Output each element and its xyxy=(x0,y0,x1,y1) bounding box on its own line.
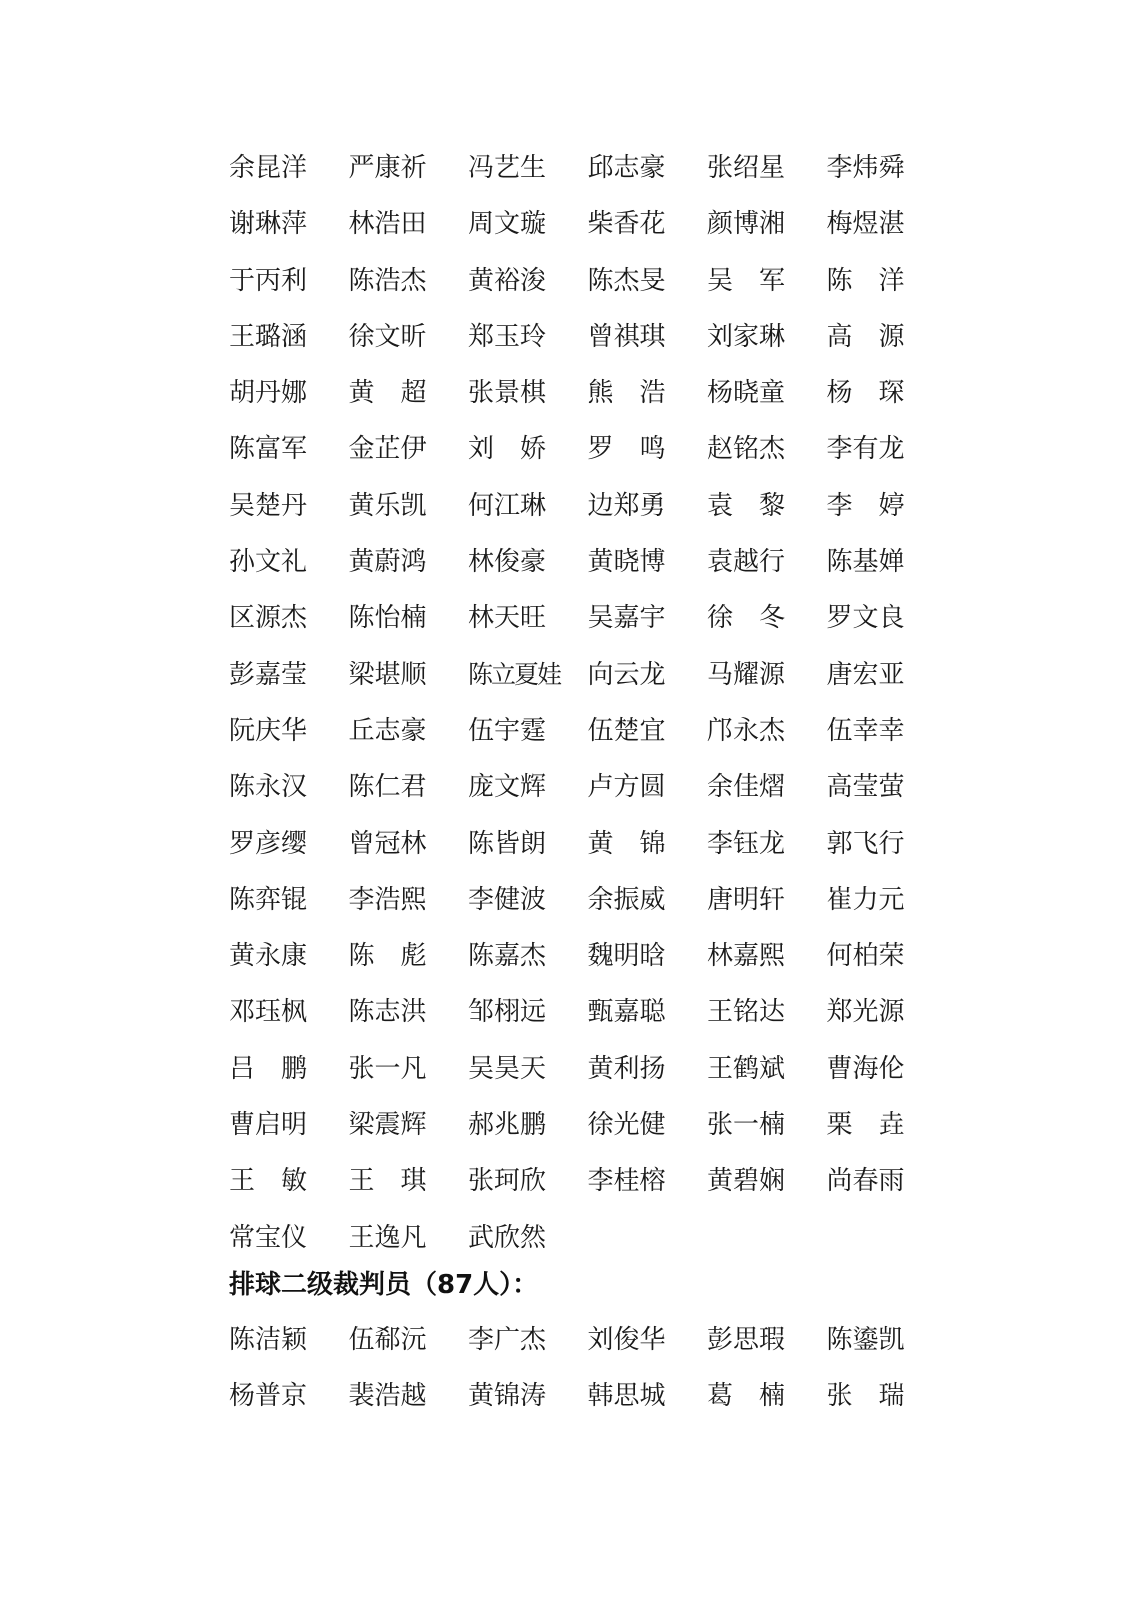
person-name: 刘 娇 xyxy=(468,434,547,465)
name-cell xyxy=(588,703,708,759)
person-name: 吴嘉宇 xyxy=(587,603,666,634)
name-row xyxy=(229,140,929,196)
name-cell xyxy=(588,928,708,984)
name-cell xyxy=(349,984,469,1040)
name-cell xyxy=(707,478,827,534)
person-name: 陈仁君 xyxy=(348,772,427,803)
name-cell xyxy=(229,421,349,477)
name-cell xyxy=(349,928,469,984)
person-name: 尚春雨 xyxy=(826,1166,905,1197)
name-list-continued xyxy=(229,140,929,1266)
name-cell xyxy=(827,421,947,477)
person-name: 陈永汉 xyxy=(229,772,308,803)
name-cell xyxy=(468,590,588,646)
name-cell xyxy=(707,253,827,309)
person-name: 陈怡楠 xyxy=(348,603,427,634)
person-name: 陈立夏娃 xyxy=(468,659,561,689)
person-name: 高莹萤 xyxy=(826,772,905,803)
name-cell xyxy=(588,984,708,1040)
person-name: 葛 楠 xyxy=(707,1381,786,1412)
name-cell xyxy=(468,1097,588,1153)
name-row xyxy=(229,1368,929,1424)
name-cell xyxy=(707,365,827,421)
person-name: 王铭达 xyxy=(707,997,786,1028)
person-name: 吕 鹏 xyxy=(229,1053,308,1084)
person-name: 邝永杰 xyxy=(707,715,786,746)
person-name: 刘家琳 xyxy=(707,321,786,352)
person-name: 曹海伦 xyxy=(826,1053,905,1084)
name-cell xyxy=(588,759,708,815)
name-row xyxy=(229,421,929,477)
name-cell xyxy=(827,196,947,252)
name-cell xyxy=(707,196,827,252)
name-cell xyxy=(468,984,588,1040)
person-name: 李浩熙 xyxy=(348,884,427,915)
person-name: 栗 垚 xyxy=(826,1110,905,1141)
person-name: 余佳熠 xyxy=(707,772,786,803)
person-name: 丘志豪 xyxy=(348,715,427,746)
person-name: 黄碧娴 xyxy=(707,1166,786,1197)
name-cell xyxy=(588,253,708,309)
name-cell xyxy=(827,253,947,309)
name-row xyxy=(229,1210,929,1266)
person-name: 袁 黎 xyxy=(707,490,786,521)
name-cell xyxy=(468,703,588,759)
person-name: 黄利扬 xyxy=(587,1053,666,1084)
name-row xyxy=(229,478,929,534)
person-name: 黄蔚鸿 xyxy=(348,547,427,578)
person-name: 黄 超 xyxy=(348,378,427,409)
name-cell xyxy=(468,1368,588,1424)
name-row xyxy=(229,647,929,703)
name-cell xyxy=(707,1312,827,1368)
person-name: 梅煜湛 xyxy=(826,209,905,240)
name-cell xyxy=(588,1041,708,1097)
name-cell xyxy=(229,759,349,815)
person-name: 张景棋 xyxy=(468,378,547,409)
person-name: 林浩田 xyxy=(348,209,427,240)
name-cell xyxy=(468,1041,588,1097)
person-name: 陈志洪 xyxy=(348,997,427,1028)
name-cell xyxy=(588,140,708,196)
name-cell xyxy=(468,309,588,365)
person-name: 陈弈锟 xyxy=(229,884,308,915)
person-name: 李桂榕 xyxy=(587,1166,666,1197)
name-cell xyxy=(588,1153,708,1209)
name-row xyxy=(229,1097,929,1153)
person-name: 于丙利 xyxy=(229,265,308,296)
person-name: 曾冠林 xyxy=(348,828,427,859)
person-name: 张珂欣 xyxy=(468,1166,547,1197)
name-cell xyxy=(707,647,827,703)
person-name: 梁震辉 xyxy=(348,1110,427,1141)
name-cell xyxy=(827,590,947,646)
name-row xyxy=(229,872,929,928)
person-name: 陈 彪 xyxy=(348,941,427,972)
name-cell xyxy=(827,1153,947,1209)
person-name: 陈洁颖 xyxy=(229,1325,308,1355)
name-cell xyxy=(229,1153,349,1209)
name-cell xyxy=(349,478,469,534)
name-cell xyxy=(349,647,469,703)
name-row xyxy=(229,534,929,590)
name-cell xyxy=(707,1368,827,1424)
name-cell xyxy=(349,872,469,928)
person-name: 袁越行 xyxy=(707,547,786,578)
person-name: 区源杰 xyxy=(229,603,308,634)
name-cell xyxy=(468,534,588,590)
name-cell xyxy=(707,309,827,365)
name-cell xyxy=(468,253,588,309)
name-cell xyxy=(707,984,827,1040)
person-name: 何柏荣 xyxy=(826,941,905,972)
person-name: 曾祺琪 xyxy=(587,321,666,352)
person-name: 王逸凡 xyxy=(348,1222,427,1253)
name-cell xyxy=(468,928,588,984)
person-name: 陈皆朗 xyxy=(468,828,547,859)
name-cell xyxy=(588,534,708,590)
person-name: 伍楚宜 xyxy=(587,715,666,746)
person-name: 李有龙 xyxy=(826,434,905,465)
name-cell xyxy=(827,647,947,703)
name-row xyxy=(229,309,929,365)
person-name: 陈基婵 xyxy=(826,547,905,578)
person-name: 金芷伊 xyxy=(348,434,427,465)
name-cell xyxy=(349,534,469,590)
person-name: 邹栩远 xyxy=(468,997,547,1028)
name-cell xyxy=(588,872,708,928)
name-cell xyxy=(349,1210,469,1266)
person-name: 黄晓博 xyxy=(587,547,666,578)
person-name: 王璐涵 xyxy=(229,321,308,352)
person-name: 伍幸幸 xyxy=(826,715,905,746)
person-name: 刘俊华 xyxy=(587,1325,666,1355)
person-name: 吴 军 xyxy=(707,265,786,296)
name-cell xyxy=(468,872,588,928)
person-name: 张绍星 xyxy=(707,153,786,183)
person-name: 王鹤斌 xyxy=(707,1053,786,1084)
person-name: 高 源 xyxy=(826,321,905,352)
name-cell xyxy=(588,1097,708,1153)
name-cell xyxy=(827,140,947,196)
person-name: 王 琪 xyxy=(348,1166,427,1197)
name-cell xyxy=(468,421,588,477)
name-cell xyxy=(588,1368,708,1424)
person-name: 余振威 xyxy=(587,884,666,915)
name-cell xyxy=(349,1097,469,1153)
name-cell xyxy=(468,759,588,815)
name-cell xyxy=(349,421,469,477)
person-name: 胡丹娜 xyxy=(229,378,308,409)
person-name: 张一凡 xyxy=(348,1053,427,1084)
person-name: 罗文良 xyxy=(826,603,905,634)
name-cell xyxy=(349,140,469,196)
name-cell xyxy=(827,816,947,872)
name-cell xyxy=(588,309,708,365)
person-name: 彭嘉莹 xyxy=(229,659,308,690)
person-name: 郑光源 xyxy=(826,997,905,1028)
name-cell xyxy=(588,590,708,646)
person-name: 熊 浩 xyxy=(587,378,666,409)
name-cell xyxy=(827,309,947,365)
person-name: 张 瑞 xyxy=(826,1381,905,1412)
name-cell xyxy=(229,647,349,703)
name-cell xyxy=(827,365,947,421)
person-name: 吴楚丹 xyxy=(229,490,308,521)
name-cell xyxy=(229,534,349,590)
name-cell xyxy=(827,534,947,590)
person-name: 裴浩越 xyxy=(348,1381,427,1412)
name-cell xyxy=(229,1097,349,1153)
name-cell xyxy=(827,1368,947,1424)
name-cell xyxy=(827,1097,947,1153)
name-cell xyxy=(588,478,708,534)
name-cell xyxy=(349,1312,469,1368)
person-name: 庞文辉 xyxy=(468,772,547,803)
person-name: 李广杰 xyxy=(468,1325,547,1355)
person-name: 郑玉玲 xyxy=(468,321,547,352)
name-row xyxy=(229,253,929,309)
name-cell xyxy=(707,1041,827,1097)
person-name: 唐明轩 xyxy=(707,884,786,915)
person-name: 王 敏 xyxy=(229,1166,308,1197)
name-cell xyxy=(229,590,349,646)
person-name: 马耀源 xyxy=(707,659,786,690)
name-cell xyxy=(349,365,469,421)
name-cell xyxy=(468,478,588,534)
person-name: 李钰龙 xyxy=(707,828,786,859)
person-name: 周文璇 xyxy=(468,209,547,240)
person-name: 何江琳 xyxy=(468,490,547,521)
name-cell xyxy=(229,872,349,928)
person-name: 黄乐凯 xyxy=(348,490,427,521)
name-row xyxy=(229,984,929,1040)
name-cell xyxy=(349,759,469,815)
name-row xyxy=(229,703,929,759)
person-name: 严康祈 xyxy=(348,153,427,183)
name-cell xyxy=(707,534,827,590)
name-cell xyxy=(468,1312,588,1368)
name-cell xyxy=(707,1097,827,1153)
person-name: 常宝仪 xyxy=(229,1222,308,1253)
person-name: 陈富军 xyxy=(229,434,308,465)
person-name: 冯艺生 xyxy=(468,153,547,183)
person-name: 李健波 xyxy=(468,884,547,915)
person-name: 邓珏枫 xyxy=(229,997,308,1028)
name-cell xyxy=(827,478,947,534)
name-cell xyxy=(229,1041,349,1097)
name-cell xyxy=(349,1153,469,1209)
person-name: 郝兆鹏 xyxy=(468,1110,547,1141)
name-cell xyxy=(349,1041,469,1097)
person-name: 陈杰旻 xyxy=(587,265,666,296)
person-name: 孙文礼 xyxy=(229,547,308,578)
person-name: 林嘉熙 xyxy=(707,941,786,972)
name-cell xyxy=(229,1210,349,1266)
name-cell xyxy=(468,647,588,703)
name-cell xyxy=(468,816,588,872)
person-name: 伍宇霆 xyxy=(468,715,547,746)
person-name: 林俊豪 xyxy=(468,547,547,578)
person-name: 邱志豪 xyxy=(587,153,666,183)
name-row xyxy=(229,1153,929,1209)
person-name: 杨 琛 xyxy=(826,378,905,409)
person-name: 罗彦缨 xyxy=(229,828,308,859)
name-cell xyxy=(468,1210,588,1266)
name-cell xyxy=(588,365,708,421)
person-name: 黄裕浚 xyxy=(468,265,547,296)
name-cell xyxy=(588,816,708,872)
person-name: 徐光健 xyxy=(587,1110,666,1141)
person-name: 吴昊天 xyxy=(468,1053,547,1084)
name-cell xyxy=(707,872,827,928)
name-cell xyxy=(229,816,349,872)
name-cell xyxy=(468,1153,588,1209)
person-name: 边郑勇 xyxy=(587,490,666,521)
name-cell xyxy=(588,647,708,703)
name-cell xyxy=(707,759,827,815)
name-cell xyxy=(468,196,588,252)
name-cell xyxy=(349,816,469,872)
person-name: 李 婷 xyxy=(826,490,905,521)
name-cell xyxy=(229,1368,349,1424)
person-name: 颜博湘 xyxy=(707,209,786,240)
person-name: 罗 鸣 xyxy=(587,434,666,465)
name-cell xyxy=(229,365,349,421)
name-cell xyxy=(827,984,947,1040)
name-cell xyxy=(229,309,349,365)
person-name: 陈鎏凯 xyxy=(826,1325,905,1355)
name-cell xyxy=(827,759,947,815)
name-cell xyxy=(229,196,349,252)
name-cell xyxy=(827,928,947,984)
name-cell xyxy=(588,196,708,252)
name-cell xyxy=(827,872,947,928)
name-cell xyxy=(707,140,827,196)
person-name: 赵铭杰 xyxy=(707,434,786,465)
name-row xyxy=(229,1312,929,1368)
name-cell xyxy=(349,590,469,646)
person-name: 陈浩杰 xyxy=(348,265,427,296)
person-name: 林天旺 xyxy=(468,603,547,634)
person-name: 唐宏亚 xyxy=(826,659,905,690)
person-name: 卢方圆 xyxy=(587,772,666,803)
person-name: 伍郗沅 xyxy=(348,1325,427,1355)
name-cell xyxy=(827,1041,947,1097)
name-row xyxy=(229,928,929,984)
name-cell xyxy=(229,928,349,984)
person-name: 徐 冬 xyxy=(707,603,786,634)
name-cell xyxy=(349,1368,469,1424)
name-cell xyxy=(707,703,827,759)
name-cell xyxy=(349,703,469,759)
person-name: 陈 洋 xyxy=(826,265,905,296)
person-name: 甄嘉聪 xyxy=(587,997,666,1028)
name-list-volleyball-level-2 xyxy=(229,1312,929,1425)
name-cell xyxy=(349,309,469,365)
person-name: 谢琳萍 xyxy=(229,209,308,240)
person-name: 阮庆华 xyxy=(229,715,308,746)
person-name: 梁堪顺 xyxy=(348,659,427,690)
name-cell xyxy=(707,590,827,646)
name-cell xyxy=(229,140,349,196)
person-name: 彭思瑕 xyxy=(707,1325,786,1355)
name-cell xyxy=(707,421,827,477)
name-cell xyxy=(229,984,349,1040)
name-cell xyxy=(349,253,469,309)
name-cell xyxy=(229,253,349,309)
person-name: 郭飞行 xyxy=(826,828,905,859)
person-name: 武欣然 xyxy=(468,1222,547,1253)
section-heading-volleyball-level-2: 排球二级裁判员（87人）： xyxy=(229,1270,539,1300)
name-row xyxy=(229,196,929,252)
name-cell xyxy=(229,703,349,759)
name-row xyxy=(229,365,929,421)
name-cell xyxy=(827,703,947,759)
name-cell xyxy=(468,140,588,196)
name-row xyxy=(229,816,929,872)
name-cell xyxy=(229,1312,349,1368)
person-name: 李炜舜 xyxy=(826,153,905,183)
name-row xyxy=(229,590,929,646)
person-name: 余昆洋 xyxy=(229,153,308,183)
name-cell xyxy=(229,478,349,534)
name-cell xyxy=(588,421,708,477)
person-name: 徐文昕 xyxy=(348,321,427,352)
person-name: 黄永康 xyxy=(229,941,308,972)
person-name: 向云龙 xyxy=(587,659,666,690)
person-name: 黄 锦 xyxy=(587,828,666,859)
person-name: 韩思城 xyxy=(587,1381,666,1412)
name-cell xyxy=(468,365,588,421)
name-row xyxy=(229,1041,929,1097)
person-name: 崔力元 xyxy=(826,884,905,915)
person-name: 陈嘉杰 xyxy=(468,941,547,972)
person-name: 曹启明 xyxy=(229,1110,308,1141)
person-name: 杨普京 xyxy=(229,1381,308,1412)
name-cell xyxy=(707,1153,827,1209)
name-cell xyxy=(349,196,469,252)
person-name: 杨晓童 xyxy=(707,378,786,409)
person-name: 魏明晗 xyxy=(587,941,666,972)
name-cell xyxy=(707,816,827,872)
person-name: 张一楠 xyxy=(707,1110,786,1141)
name-cell xyxy=(827,1312,947,1368)
person-name: 黄锦涛 xyxy=(468,1381,547,1412)
person-name: 柴香花 xyxy=(587,209,666,240)
name-cell xyxy=(707,928,827,984)
name-row xyxy=(229,759,929,815)
name-cell xyxy=(588,1312,708,1368)
